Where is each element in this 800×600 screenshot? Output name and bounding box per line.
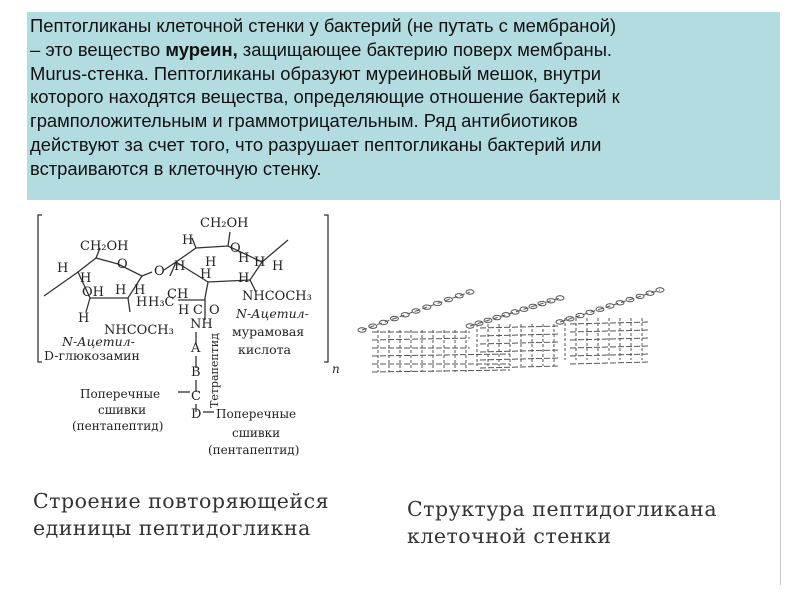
h-label-8: H (174, 259, 186, 274)
sugar-unit (502, 313, 510, 317)
nam-name-line-3: кислота (238, 342, 291, 357)
sugar-unit (616, 301, 624, 305)
ch2oh-label-right: CH₂OH (200, 216, 249, 231)
nhcoch3-label-right: NHCOCH₃ (242, 289, 312, 304)
ch2oh-label-left: CH₂OH (80, 239, 129, 254)
structure-labels (44, 216, 340, 457)
glycan-strand (480, 350, 560, 352)
caption-right-line-1: Структура пептидогликана (407, 497, 718, 521)
glycan-strand (480, 358, 560, 360)
h-label-4: H (134, 283, 146, 298)
caption-left (33, 488, 329, 542)
repeat-count-n: n (332, 362, 340, 376)
glycan-strand (372, 354, 510, 356)
h-label-6: H (136, 295, 148, 310)
description-line-4: которого находятся вещества, определяющие отношение бактерий к (30, 86, 620, 108)
sugar-unit (586, 310, 594, 314)
peptide-residue-c: C (191, 389, 201, 404)
sugar-unit (455, 294, 463, 298)
glycan-strand (480, 326, 560, 328)
glycan-strand (480, 342, 560, 344)
right-repeat-bracket (324, 215, 328, 362)
glycan-strand (480, 334, 560, 336)
sugar-unit (380, 320, 388, 324)
murein-term: муреин, (165, 38, 238, 60)
glycan-strand-top (560, 290, 660, 322)
description-line-3: Murus-стенка. Пептогликаны образуют муреиновый мешок, внутри (30, 62, 602, 84)
peptide-residue-b: B (191, 365, 201, 380)
ch-label: CH (167, 287, 189, 302)
h-label-2: H (80, 271, 92, 286)
peptide-residue-d: D (191, 407, 202, 422)
h-label-15: H (178, 303, 190, 318)
crosslink-right-line-1: Поперечные (216, 407, 297, 421)
glycan-strand-top (362, 292, 470, 330)
sugar-unit (511, 310, 519, 314)
glycan-strand (570, 338, 650, 340)
glycan-strand (570, 330, 650, 332)
left-repeat-bracket (38, 215, 42, 362)
description-line-6: действуют за счет того, что разрушает пептогликаны бактерий или (30, 133, 602, 155)
h-label-7: H (182, 233, 194, 248)
h-label-10: H (200, 267, 212, 282)
ring-oxygen-right: O (230, 241, 241, 256)
sugar-unit (401, 313, 409, 317)
description-line-2-start: – это вещество (30, 38, 166, 60)
description-line-2-end: защищающее бактерию поверх мембраны. (237, 38, 613, 60)
nag-name-line-2: D-глюкозамин (44, 348, 140, 363)
caption-left-line-2: единицы пептидогликна (33, 516, 311, 540)
nam-name-line-1: N-Ацетил- (236, 306, 309, 321)
h-label-12: H (254, 255, 266, 270)
glycan-strand (570, 362, 650, 364)
cell-wall-lattice (358, 288, 664, 372)
h-label-13: H (272, 259, 284, 274)
crosslink-right-line-3: (пентапептид) (208, 443, 300, 457)
sugar-unit (556, 296, 564, 300)
nh-label: NH (190, 317, 213, 332)
lactyl-oxygen: O (209, 303, 220, 318)
glycan-strand (570, 346, 650, 348)
h-label-9: H (205, 255, 217, 270)
glycan-strand (570, 354, 650, 356)
h3c-label: H₃C (148, 295, 175, 310)
h-label-3: H (115, 283, 127, 298)
glycan-strand (372, 338, 470, 340)
oh-label: OH (82, 285, 104, 300)
description-line-1: Пептогликаны клеточной стенки у бактерий (не путать с мембраной) (30, 15, 617, 36)
crosslink-left-line-3: (пентапептид) (72, 419, 164, 433)
tetrapeptide-label: Тетрапептид (208, 333, 221, 408)
h-label-1: H (57, 261, 69, 276)
bridge-oxygen: O (154, 264, 165, 279)
caption-left-line-1: Строение повторяющейся (33, 489, 329, 513)
nhcoch3-label-left: NHCOCH₃ (104, 323, 174, 338)
crosslink-left-line-1: Поперечные (80, 387, 161, 401)
crosslink-left-line-2: сшивки (98, 403, 147, 417)
nam-name-line-2: мурамовая (232, 324, 305, 339)
peptide-residue-a: A (191, 341, 201, 356)
crosslink-right-line-2: сшивки (232, 426, 281, 440)
glycan-strand-top (470, 298, 560, 326)
caption-right (407, 496, 717, 550)
glycan-strand (570, 322, 650, 324)
h-label-11: H (238, 251, 250, 266)
ring-oxygen-left: O (117, 257, 128, 272)
nag-name-line-1: N-Ацетил- (62, 334, 135, 349)
c-label: C (193, 303, 203, 318)
glycan-strand (480, 366, 560, 368)
description-line-7: встраиваются в клеточную стенку. (30, 157, 322, 179)
description-line-5: грамположительным и граммотрицательным. Ряд антибиотиков (30, 110, 578, 132)
caption-right-line-2: клеточной стенки (407, 524, 612, 548)
h-label-14: H (238, 271, 250, 286)
sugar-unit (646, 291, 654, 295)
glycosidic-bond-left (142, 272, 152, 276)
h-label-5: H (78, 311, 90, 326)
glycan-strand (372, 370, 510, 372)
